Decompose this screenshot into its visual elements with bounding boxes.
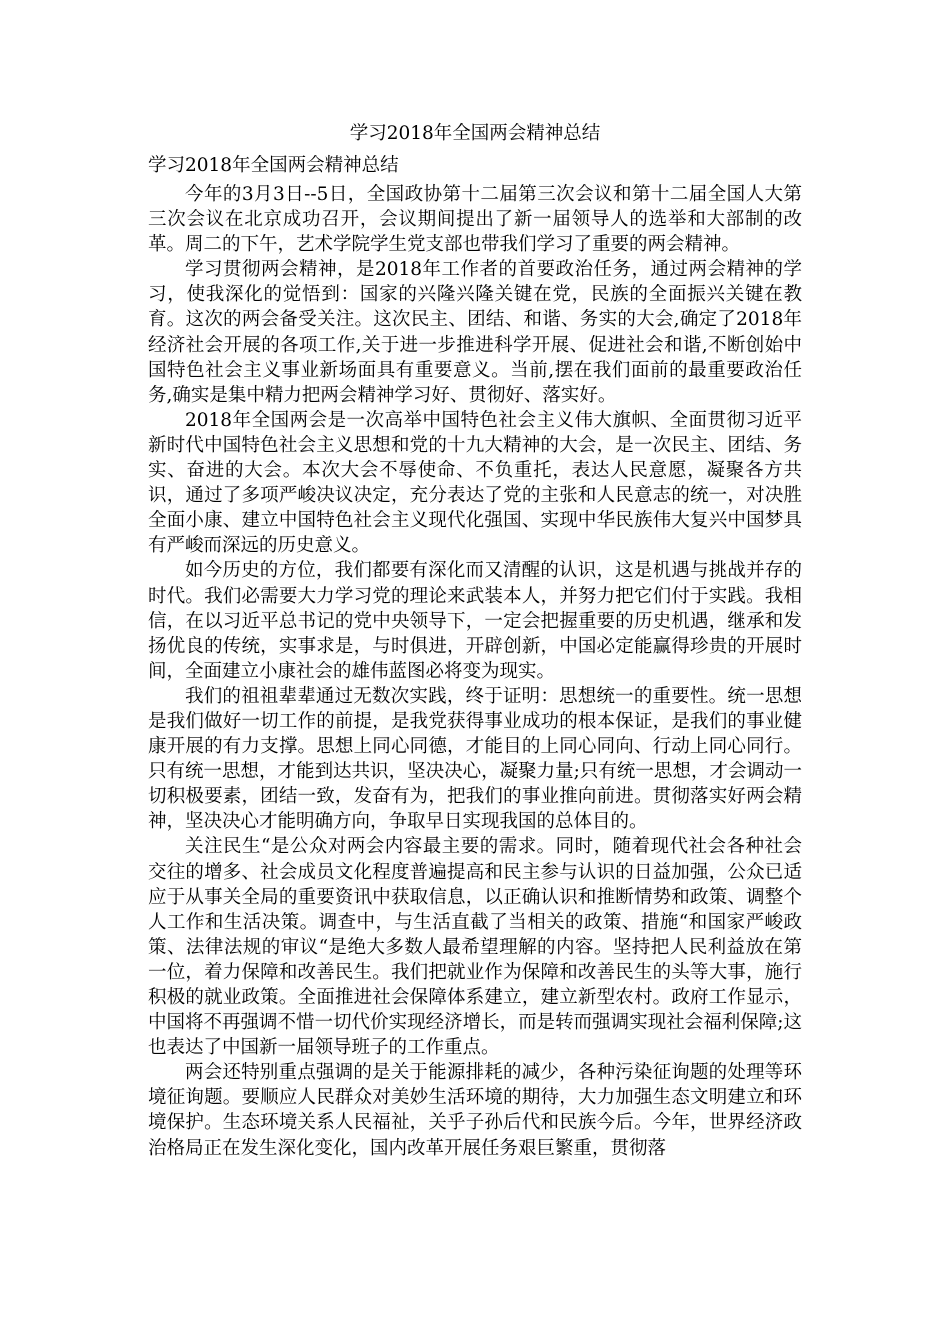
paragraph-1: 今年的3月3日--5日，全国政协第十二届第三次会议和第十二届全国人大第三次会议在北京成功召开，会议期间提出了新一届领导人的选举和大部制的改革。周二的下午，艺术学院学生党支部也带我们学习了重要的两会精神。 xyxy=(148,184,802,256)
paragraph-5: 我们的祖祖辈辈通过无数次实践，终于证明：思想统一的重要性。统一思想是我们做好一切工作的前提，是我党获得事业成功的根本保证，是我们的事业健康开展的有力支撑。思想上同心同德，才能目的上同心同向、行动上同心同行。只有统一思想，才能到达共识，坚决决心，凝聚力量;只有统一思想，才会调动一切积极要素，团结一致，发奋有为，把我们的事业推向前进。贯彻落实好两会精神，坚决决心才能明确方向，争取早日实现我国的总体目的。 xyxy=(148,685,802,833)
paragraph-2: 学习贯彻两会精神，是2018年工作者的首要政治任务，通过两会精神的学习，使我深化的觉悟到：国家的兴隆兴隆关键在党，民族的全面振兴关键在教育。这次的两会备受关注。这次民主、团结、和谐、务实的大会,确定了2018年经济社会开展的各项工作,关于进一步推进科学开展、促进社会和谐,不断创始中国特色社会主义事业新场面具有重要意义。当前,摆在我们面前的最重要政治任务,确实是集中精力把两会精神学习好、贯彻好、落实好。 xyxy=(148,259,802,406)
document-page xyxy=(148,118,802,1161)
paragraph-4: 如今历史的方位，我们都要有深化而又清醒的认识，这是机遇与挑战并存的时代。我们必需要大力学习党的理论来武装本人，并努力把它们付于实践。我相信，在以习近平总书记的党中央领导下，一定会把握重要的历史机遇，继承和发扬优良的传统，实事求是，与时俱进，开辟创新，中国必定能赢得珍贵的开展时间，全面建立小康社会的雄伟蓝图必将变为现实。 xyxy=(148,560,802,682)
paragraph-6: 关注民生“是公众对两会内容最主要的需求。同时，随着现代社会各种社会交往的增多、社会成员文化程度普遍提高和民主参与认识的日益加强，公众已适应于从事关全局的重要资讯中获取信息，以正确认识和推断情势和政策、调整个人工作和生活决策。调查中，与生活直截了当相关的政策、措施“和国家严峻政策、法律法规的审议“是绝大多数人最希望理解的内容。坚持把人民利益放在第一位，着力保障和改善民生。我们把就业作为保障和改善民生的头等大事，施行积极的就业政策。全面推进社会保障体系建立，建立新型农村。政府工作显示，中国将不再强调不惜一切代价实现经济增长，而是转而强调实现社会福利保障;这也表达了中国新一届领导班子的工作重点。 xyxy=(148,836,802,1059)
paragraph-7: 两会还特别重点强调的是关于能源排耗的减少，各种污染征询题的处理等环境征询题。要顺应人民群众对美妙生活环境的期待，大力加强生态文明建立和环境保护。生态环境关系人民福祉，关乎子孙后代和民族今后。今年，世界经济政治格局正在发生深化变化，国内改革开展任务艰巨繁重，贯彻落 xyxy=(148,1062,802,1159)
document-subtitle: 学习2018年全国两会精神总结 xyxy=(148,155,399,176)
document-title: 学习2018年全国两会精神总结 xyxy=(349,123,601,144)
paragraph-3: 2018年全国两会是一次高举中国特色社会主义伟大旗帜、全面贯彻习近平新时代中国特色社会主义思想和党的十九大精神的大会，是一次民主、团结、务实、奋进的大会。本次大会不辱使命、不负重托，表达人民意愿，凝聚各方共识，通过了多项严峻决议决定，充分表达了党的主张和人民意志的统一，对决胜全面小康、建立中国特色社会主义现代化强国、实现中华民族伟大复兴中国梦具有严峻而深远的历史意义。 xyxy=(148,409,802,557)
